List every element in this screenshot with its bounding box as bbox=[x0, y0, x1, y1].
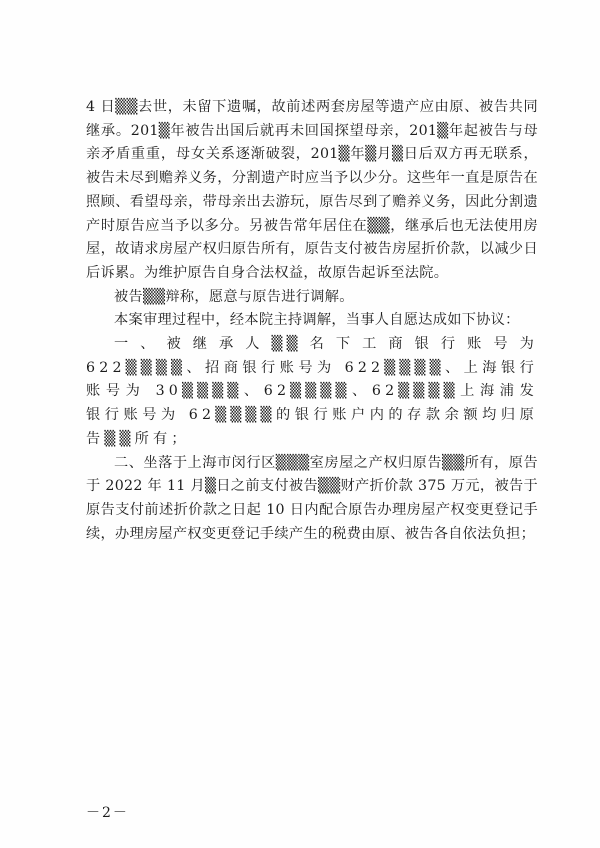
paragraph-agreement-item-1: 一、被继承人▒▒名下工商银行账号为 622▒▒▒▒、招商银行账号为 622▒▒▒▒、上海银行账号为 30▒▒▒▒、62▒▒▒▒、62▒▒▒▒上海浦发银行账号为 62▒▒▒▒的银行账户内的存款余额均归原告▒▒所有； bbox=[86, 336, 538, 447]
document-body bbox=[86, 96, 538, 546]
paragraph-plaintiff-claim: 4 日▒▒去世，未留下遗嘱，故前述两套房屋等遗产应由原、被告共同继承。201▒年被告出国后就再未回国探望母亲，201▒年起被告与母亲矛盾重重，母女关系逐渐破裂，201▒年▒月▒日后双方再无联系，被告未尽到赡养义务，分割遗产时应当予以少分。这些年一直是原告在照顾、看望母亲，带母亲出去游玩，原告尽到了赡养义务，因此分割遗产时原告应当予以多分。另被告常年居住在▒▒，继承后也无法使用房屋，故请求房屋产权归原告所有，原告支付被告房屋折价款，以减少日后诉累。为维护原告自身合法权益，故原告起诉至法院。 bbox=[86, 99, 538, 281]
paragraph-mediation-intro: 本案审理过程中，经本院主持调解，当事人自愿达成如下协议： bbox=[114, 312, 520, 329]
paragraph-defendant-reply: 被告▒▒辩称，愿意与原告进行调解。 bbox=[114, 288, 354, 305]
page-number: －2－ bbox=[86, 805, 129, 821]
paragraph-agreement-item-2: 二、坐落于上海市闵行区▒▒▒室房屋之产权归原告▒▒所有，原告于 2022 年 11 月▒日之前支付被告▒▒财产折价款 375 万元，被告于原告支付前述折价款之日起 10 日内配合原告办理房屋产权变更登记手续，办理房屋产权变更登记手续产生的税费由原、被告各自依法负担； bbox=[86, 454, 538, 542]
